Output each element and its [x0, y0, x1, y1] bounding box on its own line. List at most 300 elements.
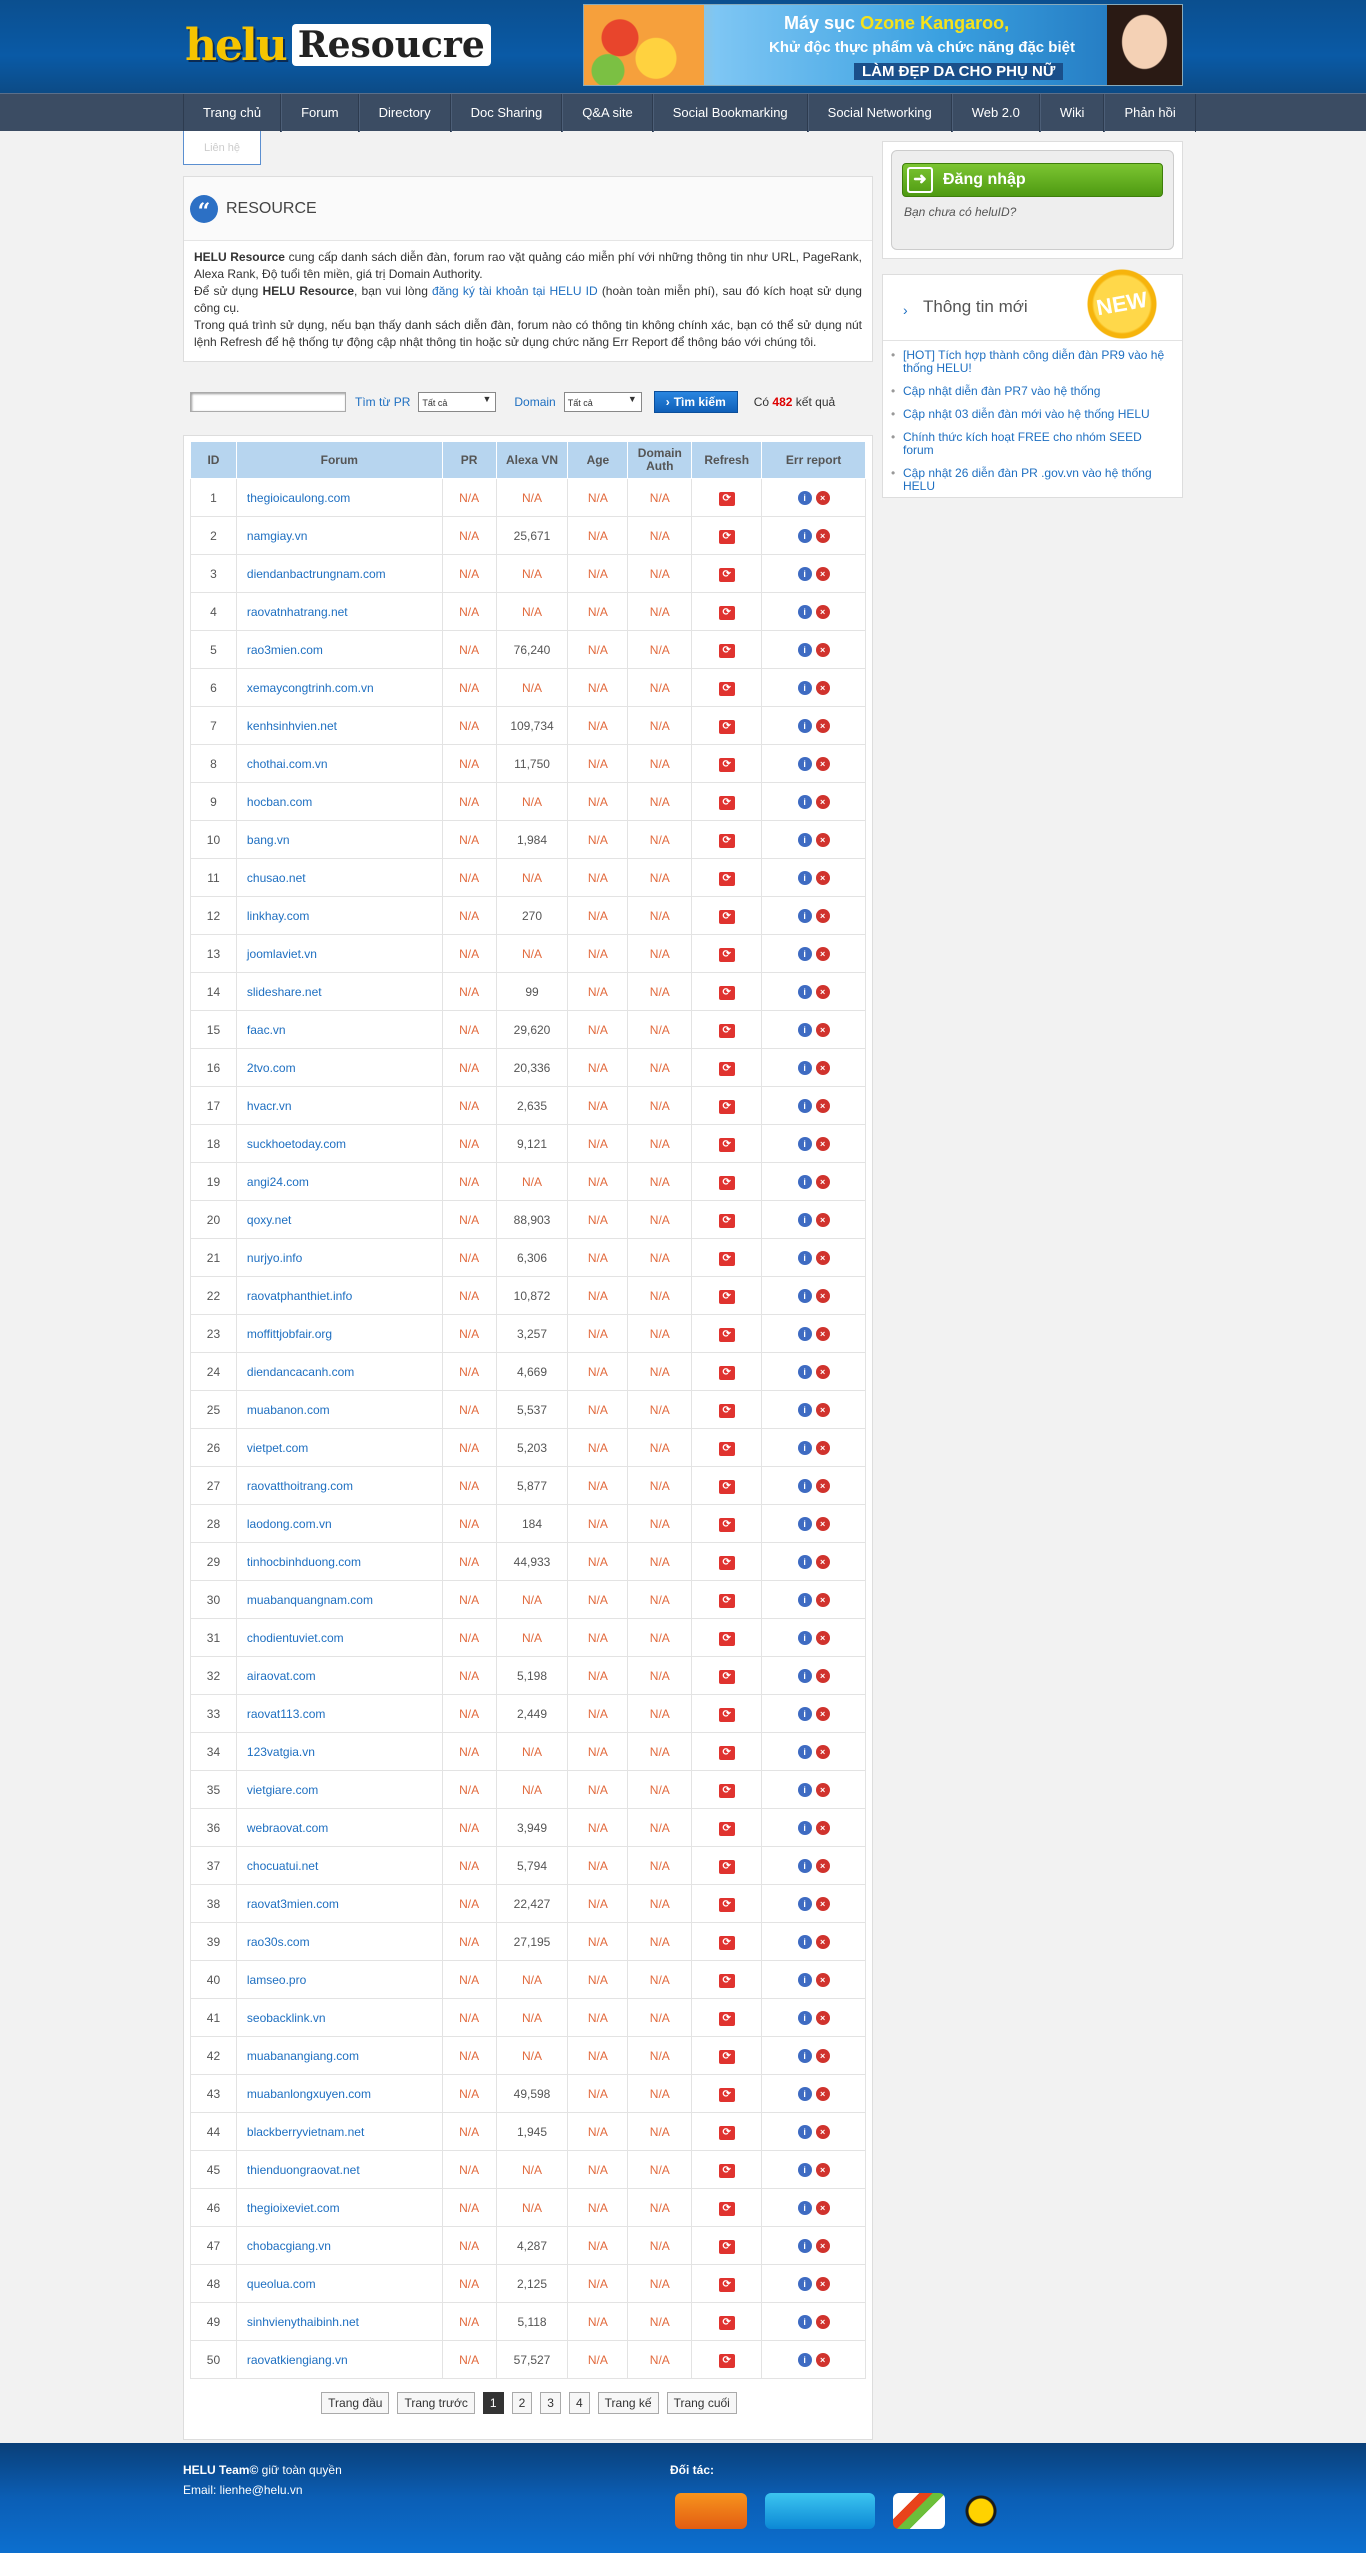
site-logo[interactable] — [185, 20, 491, 70]
report-error-icon[interactable]: × — [816, 2277, 830, 2291]
pr-value: N/A — [442, 1695, 496, 1733]
nav-item-9[interactable]: Phản hồi — [1104, 94, 1195, 132]
last-page-button[interactable]: Trang cuối — [667, 2392, 737, 2414]
forum-link[interactable]: vietgiare.com — [246, 1782, 319, 1797]
alexa-value: N/A — [496, 935, 568, 973]
report-error-icon[interactable]: × — [816, 2315, 830, 2329]
report-error-icon[interactable]: × — [816, 1365, 830, 1379]
refresh-icon[interactable]: ⟳ — [719, 1366, 735, 1380]
info-icon[interactable]: i — [798, 871, 812, 885]
forum-link[interactable]: lamseo.pro — [246, 1972, 307, 1987]
info-icon[interactable]: i — [798, 1745, 812, 1759]
forum-link[interactable]: faac.vn — [246, 1022, 286, 1037]
news-item[interactable]: • [HOT] Tích hợp thành công diễn đàn PR9 vào hệ thống HELU! — [891, 349, 1174, 375]
nav-sub-item-contact[interactable]: Liên hệ — [183, 131, 261, 165]
info-icon[interactable]: i — [798, 2125, 812, 2139]
refresh-icon[interactable]: ⟳ — [719, 2164, 735, 2178]
forum-link[interactable]: 2tvo.com — [246, 1060, 296, 1075]
desc-p2b: , bạn vui lòng — [354, 284, 428, 298]
forum-link[interactable]: muabanangiang.com — [246, 2048, 359, 2063]
info-icon[interactable]: i — [798, 795, 812, 809]
refresh-icon[interactable]: ⟳ — [719, 1442, 735, 1456]
table-row — [191, 1999, 866, 2037]
refresh-icon[interactable]: ⟳ — [719, 1100, 735, 1114]
forum-cell — [236, 1847, 442, 1885]
table-row — [191, 593, 866, 631]
report-error-icon[interactable]: × — [816, 2353, 830, 2367]
refresh-icon[interactable]: ⟳ — [719, 2012, 735, 2026]
forum-link[interactable]: raovatthoitrang.com — [246, 1478, 353, 1493]
forum-link[interactable]: diendanbactrungnam.com — [246, 566, 386, 581]
refresh-icon[interactable]: ⟳ — [719, 796, 735, 810]
info-icon[interactable]: i — [798, 2011, 812, 2025]
news-item[interactable]: • Cập nhật diễn đàn PR7 vào hệ thống — [891, 385, 1174, 398]
report-error-icon[interactable]: × — [816, 1555, 830, 1569]
nav-item-6[interactable]: Social Networking — [808, 94, 952, 132]
domain-auth-value: N/A — [628, 1657, 692, 1695]
refresh-icon[interactable]: ⟳ — [719, 1404, 735, 1418]
refresh-icon[interactable]: ⟳ — [719, 1860, 735, 1874]
report-error-icon[interactable]: × — [816, 529, 830, 543]
pr-value: N/A — [442, 593, 496, 631]
report-error-icon[interactable]: × — [816, 757, 830, 771]
report-error-icon[interactable]: × — [816, 1289, 830, 1303]
err-report-cell — [762, 1315, 866, 1353]
info-icon[interactable]: i — [798, 1365, 812, 1379]
forum-link[interactable]: chocuatui.net — [246, 1858, 319, 1873]
report-error-icon[interactable]: × — [816, 1517, 830, 1531]
info-icon[interactable]: i — [798, 1935, 812, 1949]
forum-link[interactable]: raovat113.com — [246, 1706, 326, 1721]
report-error-icon[interactable]: × — [816, 643, 830, 657]
refresh-icon[interactable]: ⟳ — [719, 1138, 735, 1152]
refresh-icon[interactable]: ⟳ — [719, 1328, 735, 1342]
report-error-icon[interactable]: × — [816, 2087, 830, 2101]
report-error-icon[interactable]: × — [816, 1973, 830, 1987]
desc-p2c: (hoàn toàn miễn phí), sau đó kích hoạt sử dụng công cụ. — [194, 284, 862, 315]
report-error-icon[interactable]: × — [816, 605, 830, 619]
nav-item-7[interactable]: Web 2.0 — [952, 94, 1040, 132]
forum-link[interactable]: rao3mien.com — [246, 642, 323, 657]
err-report-cell — [762, 2113, 866, 2151]
refresh-icon[interactable]: ⟳ — [719, 1898, 735, 1912]
info-icon[interactable]: i — [798, 1403, 812, 1417]
info-icon[interactable]: i — [798, 1251, 812, 1265]
forum-link[interactable]: chodientuviet.com — [246, 1630, 344, 1645]
refresh-cell — [692, 2265, 762, 2303]
alexa-value: N/A — [496, 1999, 568, 2037]
report-error-icon[interactable]: × — [816, 1403, 830, 1417]
info-icon[interactable]: i — [798, 985, 812, 999]
info-icon[interactable]: i — [798, 1061, 812, 1075]
forum-link[interactable]: raovatnhatrang.net — [246, 604, 348, 619]
forum-link[interactable]: bang.vn — [246, 832, 290, 847]
partner-logo-mobile-game[interactable] — [675, 2493, 747, 2529]
report-error-icon[interactable]: × — [816, 567, 830, 581]
alexa-value: 1,984 — [496, 821, 568, 859]
nav-item-8[interactable]: Wiki — [1040, 94, 1105, 132]
report-error-icon[interactable]: × — [816, 1441, 830, 1455]
refresh-icon[interactable]: ⟳ — [719, 1176, 735, 1190]
row-id: 26 — [191, 1429, 237, 1467]
info-icon[interactable]: i — [798, 909, 812, 923]
forum-link[interactable]: rao30s.com — [246, 1934, 310, 1949]
refresh-icon[interactable]: ⟳ — [719, 606, 735, 620]
report-error-icon[interactable]: × — [816, 1783, 830, 1797]
report-error-icon[interactable]: × — [816, 947, 830, 961]
page-number-2[interactable]: 2 — [512, 2392, 533, 2414]
info-icon[interactable]: i — [798, 1099, 812, 1113]
report-error-icon[interactable]: × — [816, 719, 830, 733]
report-error-icon[interactable]: × — [816, 871, 830, 885]
report-error-icon[interactable]: × — [816, 2125, 830, 2139]
refresh-icon[interactable]: ⟳ — [719, 1594, 735, 1608]
refresh-icon[interactable]: ⟳ — [719, 1746, 735, 1760]
column-header: Age — [568, 442, 628, 479]
info-icon[interactable]: i — [798, 1555, 812, 1569]
table-row — [191, 935, 866, 973]
refresh-icon[interactable]: ⟳ — [719, 2126, 735, 2140]
refresh-icon[interactable]: ⟳ — [719, 758, 735, 772]
info-icon[interactable]: i — [798, 605, 812, 619]
info-icon[interactable]: i — [798, 2239, 812, 2253]
login-arrow-icon: ➜ — [907, 167, 933, 193]
err-report-cell — [762, 2265, 866, 2303]
refresh-cell — [692, 1353, 762, 1391]
report-error-icon[interactable]: × — [816, 2163, 830, 2177]
info-icon[interactable]: i — [798, 643, 812, 657]
refresh-icon[interactable]: ⟳ — [719, 1936, 735, 1950]
refresh-icon[interactable]: ⟳ — [719, 834, 735, 848]
report-error-icon[interactable]: × — [816, 2201, 830, 2215]
forum-cell — [236, 1809, 442, 1847]
info-icon[interactable]: i — [798, 2049, 812, 2063]
forum-link[interactable]: chusao.net — [246, 870, 306, 885]
refresh-icon[interactable]: ⟳ — [719, 1556, 735, 1570]
report-error-icon[interactable]: × — [816, 1137, 830, 1151]
forum-link[interactable]: angi24.com — [246, 1174, 309, 1189]
info-icon[interactable]: i — [798, 1479, 812, 1493]
report-error-icon[interactable]: × — [816, 1023, 830, 1037]
report-error-icon[interactable]: × — [816, 1897, 830, 1911]
refresh-cell — [692, 1961, 762, 1999]
forum-link[interactable]: raovatphanthiet.info — [246, 1288, 353, 1303]
prev-page-button[interactable]: Trang trước — [397, 2392, 474, 2414]
forum-link[interactable]: suckhoetoday.com — [246, 1136, 347, 1151]
info-icon[interactable]: i — [798, 1631, 812, 1645]
forum-link[interactable]: nurjyo.info — [246, 1250, 303, 1265]
forum-link[interactable]: slideshare.net — [246, 984, 322, 999]
forum-link[interactable]: chobacgiang.vn — [246, 2238, 331, 2253]
alexa-value: 20,336 — [496, 1049, 568, 1087]
report-error-icon[interactable]: × — [816, 1327, 830, 1341]
forum-link[interactable]: raovatkiengiang.vn — [246, 2352, 348, 2367]
info-icon[interactable]: i — [798, 2353, 812, 2367]
forum-link[interactable]: thienduongraovat.net — [246, 2162, 360, 2177]
forum-cell — [236, 1429, 442, 1467]
refresh-icon[interactable]: ⟳ — [719, 682, 735, 696]
info-icon[interactable]: i — [798, 1327, 812, 1341]
forum-link[interactable]: seobacklink.vn — [246, 2010, 326, 2025]
login-inner — [891, 150, 1174, 250]
search-button[interactable] — [654, 391, 738, 413]
nav-item-5[interactable]: Social Bookmarking — [653, 94, 808, 132]
info-icon[interactable]: i — [798, 719, 812, 733]
news-item[interactable]: • Cập nhật 03 diễn đàn mới vào hệ thống HELU — [891, 408, 1174, 421]
report-error-icon[interactable]: × — [816, 795, 830, 809]
forum-link[interactable]: thegioicaulong.com — [246, 490, 351, 505]
forum-link[interactable]: blackberryvietnam.net — [246, 2124, 365, 2139]
info-icon[interactable]: i — [798, 2277, 812, 2291]
refresh-icon[interactable]: ⟳ — [719, 2278, 735, 2292]
no-helu-id-link[interactable]: Bạn chưa có heluID? — [904, 205, 1017, 219]
forum-link[interactable]: webraovat.com — [246, 1820, 329, 1835]
report-error-icon[interactable]: × — [816, 2049, 830, 2063]
report-error-icon[interactable]: × — [816, 833, 830, 847]
forum-link[interactable]: namgiay.vn — [246, 528, 308, 543]
domain-auth-value: N/A — [628, 1429, 692, 1467]
info-icon[interactable]: i — [798, 681, 812, 695]
info-icon[interactable]: i — [798, 1707, 812, 1721]
refresh-icon[interactable]: ⟳ — [719, 2088, 735, 2102]
err-report-cell — [762, 631, 866, 669]
forum-link[interactable]: joomlaviet.vn — [246, 946, 317, 961]
report-error-icon[interactable]: × — [816, 681, 830, 695]
page-number-3[interactable]: 3 — [540, 2392, 561, 2414]
partner-logo-blue[interactable] — [765, 2493, 875, 2529]
info-icon[interactable]: i — [798, 491, 812, 505]
report-error-icon[interactable]: × — [816, 1061, 830, 1075]
info-icon[interactable]: i — [798, 1821, 812, 1835]
forum-link[interactable]: moffittjobfair.org — [246, 1326, 333, 1341]
domain-filter-select[interactable] — [564, 392, 642, 412]
report-error-icon[interactable]: × — [816, 1251, 830, 1265]
row-id: 32 — [191, 1657, 237, 1695]
info-icon[interactable]: i — [798, 2201, 812, 2215]
info-icon[interactable]: i — [798, 2163, 812, 2177]
report-error-icon[interactable]: × — [816, 1099, 830, 1113]
forum-link[interactable]: hocban.com — [246, 794, 313, 809]
refresh-icon[interactable]: ⟳ — [719, 1252, 735, 1266]
news-item[interactable]: • Cập nhật 26 diễn đàn PR .gov.vn vào hệ thống HELU — [891, 467, 1174, 493]
refresh-cell — [692, 1391, 762, 1429]
err-report-cell — [762, 935, 866, 973]
err-report-cell — [762, 479, 866, 517]
partner-logo-chart[interactable] — [893, 2493, 945, 2529]
info-icon[interactable]: i — [798, 1593, 812, 1607]
forum-link[interactable]: muabanlongxuyen.com — [246, 2086, 371, 2101]
refresh-icon[interactable]: ⟳ — [719, 2240, 735, 2254]
info-icon[interactable]: i — [798, 567, 812, 581]
refresh-icon[interactable]: ⟳ — [719, 568, 735, 582]
age-value: N/A — [568, 1315, 628, 1353]
alexa-value: 5,198 — [496, 1657, 568, 1695]
ad-banner[interactable] — [583, 4, 1183, 86]
pr-value: N/A — [442, 707, 496, 745]
report-error-icon[interactable]: × — [816, 1593, 830, 1607]
pr-filter-select[interactable] — [418, 392, 496, 412]
report-error-icon[interactable]: × — [816, 1175, 830, 1189]
report-error-icon[interactable]: × — [816, 1745, 830, 1759]
report-error-icon[interactable]: × — [816, 909, 830, 923]
pr-value: N/A — [442, 1277, 496, 1315]
refresh-icon[interactable]: ⟳ — [719, 2354, 735, 2368]
report-error-icon[interactable]: × — [816, 491, 830, 505]
forum-link[interactable]: linkhay.com — [246, 908, 310, 923]
refresh-icon[interactable]: ⟳ — [719, 720, 735, 734]
err-report-cell — [762, 1505, 866, 1543]
info-icon[interactable]: i — [798, 757, 812, 771]
refresh-icon[interactable]: ⟳ — [719, 872, 735, 886]
forum-link[interactable]: laodong.com.vn — [246, 1516, 332, 1531]
alexa-value: 1,945 — [496, 2113, 568, 2151]
page-number-4[interactable]: 4 — [569, 2392, 590, 2414]
refresh-icon[interactable]: ⟳ — [719, 1784, 735, 1798]
pr-value: N/A — [442, 1391, 496, 1429]
info-icon[interactable]: i — [798, 1669, 812, 1683]
nav-item-0[interactable]: Trang chủ — [183, 94, 281, 132]
forum-link[interactable]: raovat3mien.com — [246, 1896, 339, 1911]
row-id: 24 — [191, 1353, 237, 1391]
forum-link[interactable]: diendancacanh.com — [246, 1364, 355, 1379]
pr-value: N/A — [442, 783, 496, 821]
quote-icon: “ — [190, 195, 218, 223]
info-icon[interactable]: i — [798, 1175, 812, 1189]
refresh-icon[interactable]: ⟳ — [719, 1822, 735, 1836]
table-row — [191, 707, 866, 745]
refresh-icon[interactable]: ⟳ — [719, 1214, 735, 1228]
domain-auth-value: N/A — [628, 821, 692, 859]
refresh-icon[interactable]: ⟳ — [719, 530, 735, 544]
info-icon[interactable]: i — [798, 1783, 812, 1797]
report-error-icon[interactable]: × — [816, 1213, 830, 1227]
search-input[interactable] — [190, 392, 346, 412]
forum-link[interactable]: kenhsinhvien.net — [246, 718, 337, 733]
refresh-icon[interactable]: ⟳ — [719, 1480, 735, 1494]
err-report-cell — [762, 2341, 866, 2379]
refresh-icon[interactable]: ⟳ — [719, 1062, 735, 1076]
info-icon[interactable]: i — [798, 1897, 812, 1911]
nav-item-3[interactable]: Doc Sharing — [451, 94, 563, 132]
pr-filter-label: Tìm từ PR — [355, 395, 411, 409]
refresh-icon[interactable]: ⟳ — [719, 492, 735, 506]
err-report-cell — [762, 555, 866, 593]
page-number-1[interactable]: 1 — [483, 2392, 504, 2414]
report-error-icon[interactable]: × — [816, 1669, 830, 1683]
refresh-cell — [692, 1999, 762, 2037]
report-error-icon[interactable]: × — [816, 1479, 830, 1493]
forum-link[interactable]: queolua.com — [246, 2276, 316, 2291]
refresh-icon[interactable]: ⟳ — [719, 986, 735, 1000]
refresh-cell — [692, 479, 762, 517]
refresh-icon[interactable]: ⟳ — [719, 2202, 735, 2216]
forum-link[interactable]: qoxy.net — [246, 1212, 292, 1227]
refresh-icon[interactable]: ⟳ — [719, 910, 735, 924]
forum-cell — [236, 1353, 442, 1391]
refresh-icon[interactable]: ⟳ — [719, 1518, 735, 1532]
refresh-icon[interactable]: ⟳ — [719, 1632, 735, 1646]
report-error-icon[interactable]: × — [816, 1631, 830, 1645]
partner-logo-round[interactable] — [963, 2493, 999, 2529]
err-report-cell — [762, 1923, 866, 1961]
refresh-icon[interactable]: ⟳ — [719, 1708, 735, 1722]
table-row — [191, 897, 866, 935]
refresh-icon[interactable]: ⟳ — [719, 948, 735, 962]
report-error-icon[interactable]: × — [816, 1859, 830, 1873]
info-icon[interactable]: i — [798, 947, 812, 961]
refresh-icon[interactable]: ⟳ — [719, 644, 735, 658]
forum-link[interactable]: muabanquangnam.com — [246, 1592, 373, 1607]
domain-auth-value: N/A — [628, 1771, 692, 1809]
forum-link[interactable]: xemaycongtrinh.com.vn — [246, 680, 374, 695]
forum-cell — [236, 1581, 442, 1619]
forum-link[interactable]: tinhocbinhduong.com — [246, 1554, 361, 1569]
info-icon[interactable]: i — [798, 1023, 812, 1037]
next-page-button[interactable]: Trang kế — [598, 2392, 659, 2414]
report-error-icon[interactable]: × — [816, 2239, 830, 2253]
register-helu-id-link[interactable]: đăng ký tài khoản tại HELU ID — [432, 284, 598, 298]
forum-link[interactable]: airaovat.com — [246, 1668, 316, 1683]
forum-link[interactable]: sinhvienythaibinh.net — [246, 2314, 359, 2329]
report-error-icon[interactable]: × — [816, 1707, 830, 1721]
info-icon[interactable]: i — [798, 1859, 812, 1873]
refresh-icon[interactable]: ⟳ — [719, 1024, 735, 1038]
nav-item-4[interactable]: Q&A site — [562, 94, 653, 132]
forum-link[interactable]: vietpet.com — [246, 1440, 309, 1455]
refresh-icon[interactable]: ⟳ — [719, 2050, 735, 2064]
count-suffix: kết quả — [795, 395, 836, 409]
info-icon[interactable]: i — [798, 529, 812, 543]
refresh-cell — [692, 2037, 762, 2075]
info-icon[interactable]: i — [798, 2315, 812, 2329]
login-box — [882, 141, 1183, 259]
row-id: 16 — [191, 1049, 237, 1087]
forum-cell — [236, 1885, 442, 1923]
forum-cell — [236, 973, 442, 1011]
refresh-icon[interactable]: ⟳ — [719, 1670, 735, 1684]
report-error-icon[interactable]: × — [816, 1935, 830, 1949]
report-error-icon[interactable]: × — [816, 2011, 830, 2025]
forum-link[interactable]: thegioixeviet.com — [246, 2200, 340, 2215]
err-report-cell — [762, 821, 866, 859]
first-page-button[interactable]: Trang đầu — [321, 2392, 389, 2414]
refresh-icon[interactable]: ⟳ — [719, 2316, 735, 2330]
info-icon[interactable]: i — [798, 1289, 812, 1303]
info-icon[interactable]: i — [798, 833, 812, 847]
info-icon[interactable]: i — [798, 2087, 812, 2101]
nav-item-1[interactable]: Forum — [281, 94, 359, 132]
report-error-icon[interactable]: × — [816, 985, 830, 999]
pr-value: N/A — [442, 1771, 496, 1809]
refresh-icon[interactable]: ⟳ — [719, 1974, 735, 1988]
forum-link[interactable]: chothai.com.vn — [246, 756, 328, 771]
forum-link[interactable]: hvacr.vn — [246, 1098, 292, 1113]
info-icon[interactable]: i — [798, 1441, 812, 1455]
forum-link[interactable]: muabanon.com — [246, 1402, 330, 1417]
refresh-icon[interactable]: ⟳ — [719, 1290, 735, 1304]
info-icon[interactable]: i — [798, 1517, 812, 1531]
table-row — [191, 1429, 866, 1467]
info-icon[interactable]: i — [798, 1213, 812, 1227]
info-icon[interactable]: i — [798, 1137, 812, 1151]
row-id: 19 — [191, 1163, 237, 1201]
forum-link[interactable]: 123vatgia.vn — [246, 1744, 315, 1759]
report-error-icon[interactable]: × — [816, 1821, 830, 1835]
nav-item-2[interactable]: Directory — [359, 94, 451, 132]
info-icon[interactable]: i — [798, 1973, 812, 1987]
login-button[interactable] — [902, 163, 1163, 197]
news-item[interactable]: • Chính thức kích hoạt FREE cho nhóm SEED forum — [891, 431, 1174, 457]
